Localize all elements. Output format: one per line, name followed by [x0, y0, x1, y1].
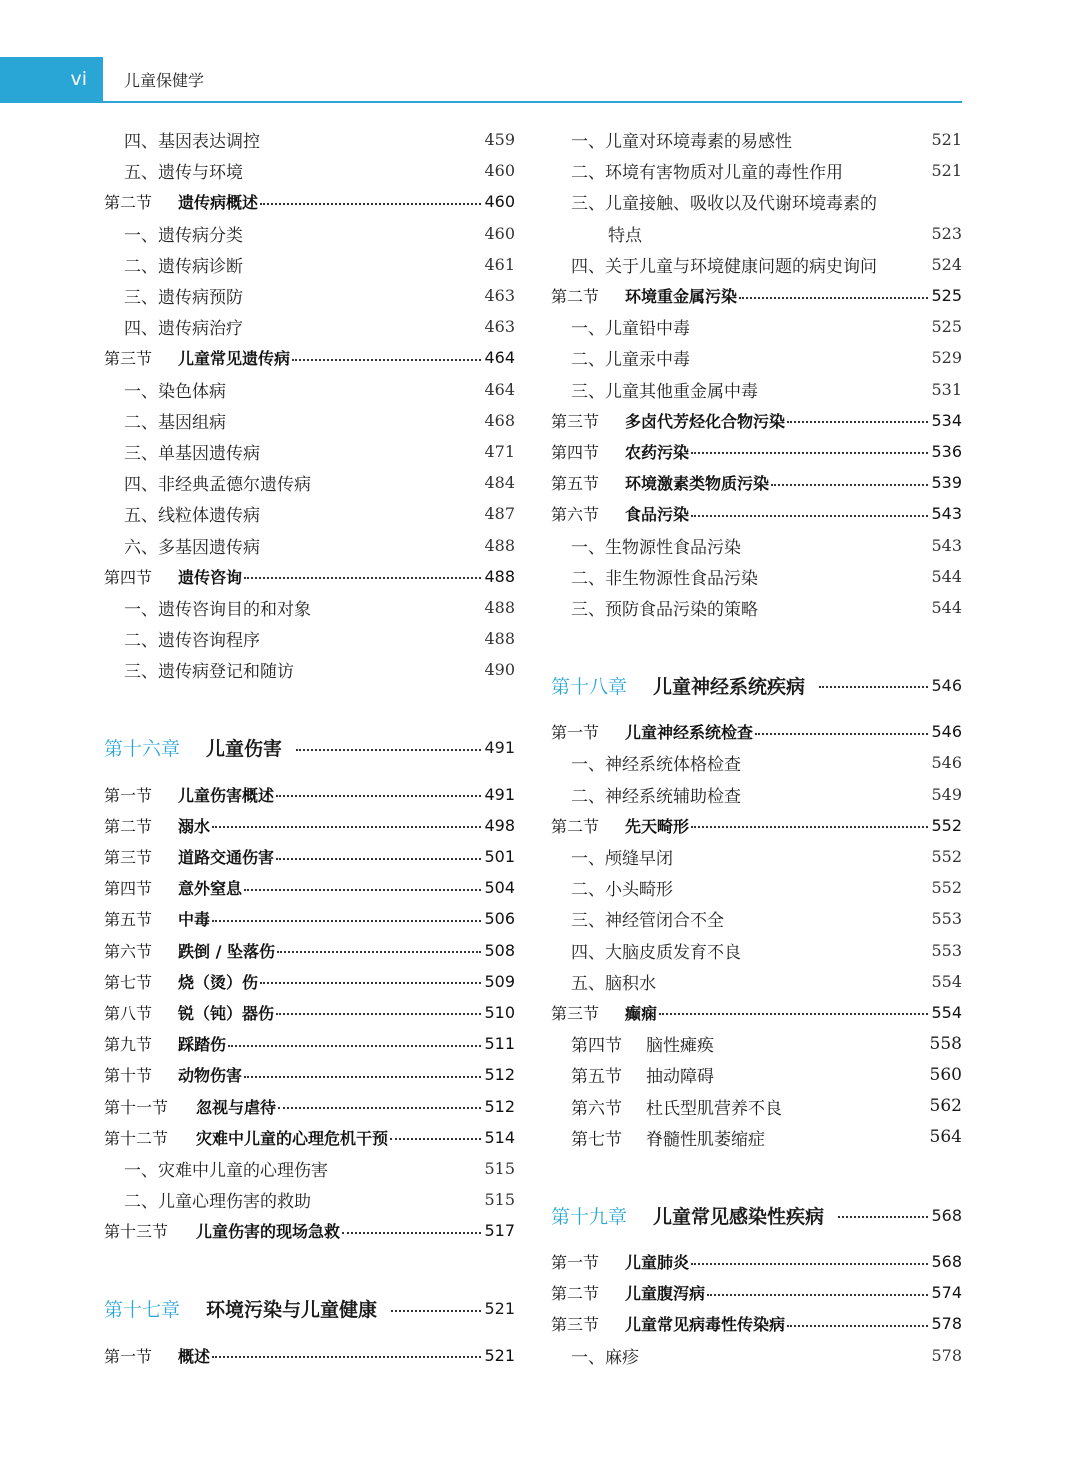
subsection-title: 四、非经典孟德尔遗传病	[124, 475, 311, 496]
page-number: 521	[484, 1345, 515, 1365]
toc-section-entry[interactable]	[104, 872, 515, 903]
page-number: 464	[484, 348, 515, 368]
page-number: 511	[484, 1034, 515, 1054]
chapter-title: 第十八章 儿童神经系统疾病	[551, 672, 805, 699]
section-number: 第五节	[551, 474, 600, 494]
page-number: 553	[931, 909, 962, 929]
chapter-number: 第十七章	[104, 1299, 181, 1322]
subsection-title: 三、单基因遗传病	[124, 443, 260, 464]
toc-section-entry[interactable]	[551, 810, 962, 841]
section-title: 第七节 烧（烫）伤	[104, 970, 258, 993]
section-title: 第三节 多卤代芳烃化合物污染	[551, 409, 785, 432]
page-number: 463	[484, 317, 515, 337]
section-number: 第七节	[104, 972, 153, 992]
toc-section-entry[interactable]	[551, 1277, 962, 1308]
toc-section-entry[interactable]	[104, 779, 515, 810]
toc-section-entry[interactable]	[551, 280, 962, 311]
page-number: 460	[484, 161, 515, 181]
header-rule	[0, 101, 962, 103]
chapter-title: 第十七章 环境污染与儿童健康	[104, 1295, 377, 1322]
section-number: 第十节	[104, 1066, 153, 1086]
subsection-title: 一、生物源性食品污染	[571, 537, 741, 558]
toc-section-entry[interactable]	[551, 1308, 962, 1339]
toc-subsection-entry[interactable]	[104, 1153, 515, 1184]
section-number: 第一节	[104, 1346, 153, 1366]
section-title: 第二节 溺水	[104, 814, 210, 837]
toc-subsection-entry[interactable]	[551, 1340, 962, 1371]
toc-subsection-entry[interactable]	[551, 747, 962, 778]
toc-section-entry[interactable]	[104, 841, 515, 872]
section-title: 第二节 儿童腹泻病	[551, 1281, 705, 1304]
section-number: 第三节	[551, 411, 600, 431]
toc-section-entry[interactable]	[551, 1246, 962, 1277]
subsection-title: 二、儿童心理伤害的救助	[124, 1192, 311, 1213]
toc-chapter-entry[interactable]	[551, 654, 962, 716]
dot-leader	[276, 858, 481, 860]
subsection-title: 四、基因表达调控	[124, 132, 260, 153]
toc-subsection-entry[interactable]	[104, 529, 515, 560]
section-number: 第四节	[551, 442, 600, 462]
page-number: 568	[931, 1252, 962, 1272]
subsection-title: 三、预防食品污染的策略	[571, 599, 758, 620]
section-number: 第五节	[571, 1067, 622, 1088]
subsection-title: 二、神经系统辅助检查	[571, 786, 741, 807]
toc-subsection-entry[interactable]	[104, 467, 515, 498]
page-number: 564	[929, 1127, 962, 1148]
page-number: 524	[931, 254, 962, 274]
dot-leader	[276, 1013, 481, 1015]
page-number: 546	[931, 675, 962, 695]
dot-leader	[292, 359, 481, 361]
toc-section-entry[interactable]	[104, 342, 515, 373]
page-number: 491	[484, 738, 515, 758]
section-title: 第三节 癫痫	[551, 1001, 657, 1024]
section-title: 第五节 抽动障碍	[571, 1062, 714, 1087]
page-number: 488	[484, 535, 515, 555]
section-title: 第三节 儿童常见病毒性传染病	[551, 1312, 785, 1335]
page-number: vi	[70, 68, 87, 90]
toc-section-entry[interactable]	[551, 405, 962, 436]
page-number: 523	[931, 223, 962, 243]
toc-section-entry[interactable]	[104, 966, 515, 997]
section-title: 第一节 儿童伤害概述	[104, 783, 274, 806]
page-number: 525	[931, 286, 962, 306]
dot-leader	[691, 826, 928, 828]
page-number: 554	[931, 1002, 962, 1022]
section-title: 第二节 遗传病概述	[104, 190, 258, 213]
dot-leader	[212, 826, 481, 828]
page-number: 552	[931, 847, 962, 867]
section-number: 第二节	[551, 287, 600, 307]
toc-subsection-entry[interactable]	[551, 529, 962, 560]
toc-chapter-entry[interactable]	[551, 1184, 962, 1246]
section-title: 第四节 遗传咨询	[104, 565, 242, 588]
section-number: 第一节	[551, 723, 600, 743]
toc-section-entry[interactable]	[104, 1028, 515, 1059]
page-number: 521	[931, 130, 962, 150]
page-number: 562	[929, 1096, 962, 1117]
page-number: 504	[484, 878, 515, 898]
page-number: 508	[484, 940, 515, 960]
page-number: 543	[931, 504, 962, 524]
subsection-title: 二、小头畸形	[571, 880, 673, 901]
toc-section-entry[interactable]	[551, 716, 962, 747]
dot-leader	[391, 1310, 481, 1312]
dot-leader	[659, 1013, 928, 1015]
page-number: 560	[929, 1064, 962, 1085]
section-number: 第二节	[551, 1284, 600, 1304]
toc-section-entry[interactable]	[551, 498, 962, 529]
dot-leader	[244, 577, 481, 579]
dot-leader	[212, 920, 481, 922]
toc-section-entry[interactable]	[104, 1122, 515, 1153]
section-title: 第七节 脊髓性肌萎缩症	[571, 1125, 765, 1150]
page-number: 471	[484, 441, 515, 461]
subsection-title: 三、遗传病登记和随访	[124, 662, 294, 683]
toc-section-entry[interactable]	[551, 467, 962, 498]
page-number: 578	[931, 1314, 962, 1334]
subsection-title: 一、颅缝早闭	[571, 849, 673, 870]
page-number: 534	[931, 410, 962, 430]
toc-subsection-entry[interactable]	[551, 872, 962, 903]
section-number: 第三节	[104, 349, 153, 369]
section-number: 第一节	[551, 1253, 600, 1273]
page-number: 525	[931, 317, 962, 337]
toc-subsection-entry[interactable]	[551, 249, 962, 280]
page-number: 517	[484, 1221, 515, 1241]
toc-subsection-entry[interactable]	[551, 124, 962, 155]
section-number: 第十一节	[104, 1097, 169, 1117]
subsection-title: 二、非生物源性食品污染	[571, 568, 758, 589]
section-number: 第五节	[104, 910, 153, 930]
subsection-title: 特点	[608, 225, 642, 246]
page-number: 515	[484, 1158, 515, 1178]
section-number: 第二节	[551, 816, 600, 836]
toc-subsection-entry[interactable]	[551, 841, 962, 872]
page-number: 544	[931, 597, 962, 617]
chapter-title: 第十九章 儿童常见感染性疾病	[551, 1202, 824, 1229]
section-number: 第三节	[551, 1315, 600, 1335]
toc-subsection-entry[interactable]	[551, 1059, 962, 1090]
subsection-title: 四、遗传病治疗	[124, 319, 243, 340]
page-number: 552	[931, 878, 962, 898]
section-title: 第十节 动物伤害	[104, 1063, 242, 1086]
subsection-title: 一、遗传病分类	[124, 225, 243, 246]
section-title: 第五节 环境激素类物质污染	[551, 471, 769, 494]
toc-subsection-entry[interactable]	[551, 1090, 962, 1121]
page-number: 546	[931, 722, 962, 742]
toc-section-entry[interactable]	[104, 935, 515, 966]
section-title: 第六节 食品污染	[551, 502, 689, 525]
dot-leader	[276, 795, 481, 797]
book-title: 儿童保健学	[124, 71, 205, 90]
dot-leader	[260, 203, 481, 205]
page-number: 510	[484, 1002, 515, 1022]
section-number: 第六节	[571, 1098, 622, 1119]
section-number: 第六节	[104, 941, 153, 961]
section-title: 第十三节 儿童伤害的现场急救	[104, 1219, 340, 1242]
toc-subsection-entry[interactable]	[551, 935, 962, 966]
section-title: 第二节 先天畸形	[551, 814, 689, 837]
page-number: 468	[484, 410, 515, 430]
section-title: 第八节 锐（钝）器伤	[104, 1001, 274, 1024]
page-number: 501	[484, 847, 515, 867]
toc-subsection-entry[interactable]	[551, 1028, 962, 1059]
toc-subsection-entry[interactable]	[104, 218, 515, 249]
section-title: 第五节 中毒	[104, 907, 210, 930]
subsection-title: 一、儿童铅中毒	[571, 319, 690, 340]
section-title: 第一节 儿童神经系统检查	[551, 720, 753, 743]
toc-subsection-entry[interactable]	[551, 592, 962, 623]
toc-subsection-entry[interactable]	[551, 186, 962, 217]
page-number: 509	[484, 971, 515, 991]
toc-subsection-entry[interactable]	[104, 436, 515, 467]
chapter-number: 第十九章	[551, 1205, 628, 1228]
toc-subsection-entry[interactable]	[551, 218, 962, 249]
page-number: 464	[484, 379, 515, 399]
section-title: 第四节 农药污染	[551, 440, 689, 463]
page-number: 512	[484, 1096, 515, 1116]
section-title: 第六节 跌倒 / 坠落伤	[104, 939, 275, 962]
toc-subsection-entry[interactable]	[104, 498, 515, 529]
toc-spacer	[551, 1153, 962, 1184]
subsection-title: 三、神经管闭合不全	[571, 911, 724, 932]
toc-section-entry[interactable]	[104, 186, 515, 217]
dot-leader	[212, 1356, 481, 1358]
subsection-title: 一、遗传咨询目的和对象	[124, 599, 311, 620]
dot-leader	[277, 951, 481, 953]
toc-subsection-entry[interactable]	[551, 155, 962, 186]
toc-subsection-entry[interactable]	[104, 311, 515, 342]
subsection-title: 三、儿童其他重金属中毒	[571, 381, 758, 402]
toc-section-entry[interactable]	[104, 1090, 515, 1121]
subsection-title: 一、麻疹	[571, 1347, 639, 1368]
toc-subsection-entry[interactable]	[104, 374, 515, 405]
page-number: 461	[484, 254, 515, 274]
page-number: 549	[931, 784, 962, 804]
toc-subsection-entry[interactable]	[551, 966, 962, 997]
page-number: 491	[484, 784, 515, 804]
subsection-title: 四、大脑皮质发育不良	[571, 942, 741, 963]
subsection-title: 二、遗传病诊断	[124, 256, 243, 277]
section-title: 第四节 脑性瘫痪	[571, 1031, 714, 1056]
section-title: 第六节 杜氏型肌营养不良	[571, 1094, 782, 1119]
toc-subsection-entry[interactable]	[551, 1122, 962, 1153]
toc-subsection-entry[interactable]	[551, 779, 962, 810]
toc-subsection-entry[interactable]	[551, 903, 962, 934]
subsection-title: 五、脑积水	[571, 973, 656, 994]
subsection-title: 一、灾难中儿童的心理伤害	[124, 1160, 328, 1181]
toc-section-entry[interactable]	[104, 997, 515, 1028]
page-number: 531	[931, 379, 962, 399]
page-number: 544	[931, 566, 962, 586]
dot-leader	[244, 1076, 481, 1078]
dot-leader	[771, 484, 928, 486]
dot-leader	[819, 686, 928, 688]
page-number: 506	[484, 909, 515, 929]
dot-leader	[691, 1263, 928, 1265]
section-title: 第九节 踩踏伤	[104, 1032, 226, 1055]
dot-leader	[707, 1294, 928, 1296]
section-title: 第十一节 忽视与虐待	[104, 1095, 276, 1118]
section-number: 第三节	[104, 848, 153, 868]
toc-subsection-entry[interactable]	[104, 124, 515, 155]
chapter-number: 第十六章	[104, 738, 181, 761]
page-number: 498	[484, 815, 515, 835]
section-title: 第三节 道路交通伤害	[104, 845, 274, 868]
toc-section-entry[interactable]	[104, 1215, 515, 1246]
page-number-tab	[0, 57, 103, 101]
subsection-title: 二、儿童汞中毒	[571, 350, 690, 371]
page-number: 521	[931, 161, 962, 181]
dot-leader	[228, 1045, 481, 1047]
subsection-title: 一、儿童对环境毒素的易感性	[571, 132, 792, 153]
chapter-title: 第十六章 儿童伤害	[104, 734, 282, 761]
page-number: 554	[931, 971, 962, 991]
page-number: 539	[931, 473, 962, 493]
page-number: 515	[484, 1190, 515, 1210]
page-number: 514	[484, 1127, 515, 1147]
toc-left-column	[104, 124, 515, 1371]
toc-spacer	[104, 1246, 515, 1277]
section-number: 第二节	[104, 816, 153, 836]
toc-section-entry[interactable]	[104, 561, 515, 592]
section-number: 第四节	[104, 567, 153, 587]
section-title: 第三节 儿童常见遗传病	[104, 346, 290, 369]
page-number: 487	[484, 504, 515, 524]
toc-section-entry[interactable]	[551, 436, 962, 467]
dot-leader	[278, 1107, 481, 1109]
subsection-title: 二、遗传咨询程序	[124, 631, 260, 652]
dot-leader	[260, 982, 481, 984]
page-number: 558	[929, 1033, 962, 1054]
dot-leader	[739, 297, 928, 299]
page-number: 553	[931, 940, 962, 960]
page-number: 546	[931, 753, 962, 773]
subsection-title: 四、关于儿童与环境健康问题的病史询问	[571, 256, 877, 277]
page-number: 459	[484, 130, 515, 150]
dot-leader	[691, 452, 928, 454]
toc-section-entry[interactable]	[104, 1059, 515, 1090]
toc-subsection-entry[interactable]	[104, 280, 515, 311]
toc-subsection-entry[interactable]	[551, 561, 962, 592]
page-number: 568	[931, 1205, 962, 1225]
page-number: 574	[931, 1283, 962, 1303]
section-number: 第一节	[104, 785, 153, 805]
toc-subsection-entry[interactable]	[104, 155, 515, 186]
section-number: 第六节	[551, 505, 600, 525]
section-number: 第十三节	[104, 1222, 169, 1242]
toc-section-entry[interactable]	[104, 903, 515, 934]
toc-section-entry[interactable]	[551, 997, 962, 1028]
section-title: 第一节 概述	[104, 1344, 210, 1367]
subsection-title: 一、染色体病	[124, 381, 226, 402]
toc-subsection-entry[interactable]	[551, 374, 962, 405]
page-number: 490	[484, 660, 515, 680]
section-number: 第四节	[104, 879, 153, 899]
section-number: 第七节	[571, 1129, 622, 1150]
subsection-title: 三、儿童接触、吸收以及代谢环境毒素的	[571, 194, 877, 215]
page-number: 484	[484, 473, 515, 493]
page-number: 543	[931, 535, 962, 555]
section-number: 第三节	[551, 1003, 600, 1023]
toc-spacer	[104, 685, 515, 716]
dot-leader	[838, 1216, 928, 1218]
toc-subsection-entry[interactable]	[104, 405, 515, 436]
dot-leader	[342, 1232, 481, 1234]
dot-leader	[787, 421, 928, 423]
page-number: 552	[931, 815, 962, 835]
toc-section-entry[interactable]	[104, 1340, 515, 1371]
section-number: 第二节	[104, 193, 153, 213]
section-number: 第八节	[104, 1003, 153, 1023]
section-title: 第二节 环境重金属污染	[551, 284, 737, 307]
dot-leader	[390, 1138, 481, 1140]
subsection-title: 三、遗传病预防	[124, 288, 243, 309]
dot-leader	[296, 749, 481, 751]
page-number: 536	[931, 441, 962, 461]
toc-subsection-entry[interactable]	[104, 249, 515, 280]
section-number: 第九节	[104, 1035, 153, 1055]
dot-leader	[755, 733, 928, 735]
page-number: 488	[484, 597, 515, 617]
section-number: 第十二节	[104, 1128, 169, 1148]
page-number: 463	[484, 286, 515, 306]
subsection-title: 六、多基因遗传病	[124, 537, 260, 558]
page-number: 488	[484, 566, 515, 586]
toc-spacer	[551, 623, 962, 654]
toc-subsection-entry[interactable]	[551, 342, 962, 373]
page-number: 529	[931, 348, 962, 368]
section-title: 第十二节 灾难中儿童的心理危机干预	[104, 1126, 388, 1149]
toc-right-column	[551, 124, 962, 1371]
chapter-number: 第十八章	[551, 675, 628, 698]
dot-leader	[787, 1325, 928, 1327]
dot-leader	[691, 515, 928, 517]
page-number: 578	[931, 1345, 962, 1365]
page-number: 488	[484, 629, 515, 649]
subsection-title: 二、基因组病	[124, 412, 226, 433]
toc-subsection-entry[interactable]	[104, 592, 515, 623]
section-title: 第四节 意外窒息	[104, 876, 242, 899]
subsection-title: 五、遗传与环境	[124, 163, 243, 184]
page-number: 521	[484, 1299, 515, 1319]
subsection-title: 五、线粒体遗传病	[124, 506, 260, 527]
subsection-title: 二、环境有害物质对儿童的毒性作用	[571, 163, 843, 184]
toc-subsection-entry[interactable]	[104, 623, 515, 654]
toc-chapter-entry[interactable]	[104, 1278, 515, 1340]
page-number: 512	[484, 1065, 515, 1085]
subsection-title: 一、神经系统体格检查	[571, 755, 741, 776]
toc-section-entry[interactable]	[104, 810, 515, 841]
toc-chapter-entry[interactable]	[104, 717, 515, 779]
toc-subsection-entry[interactable]	[104, 654, 515, 685]
page-number: 460	[484, 192, 515, 212]
page-number: 460	[484, 223, 515, 243]
section-title: 第一节 儿童肺炎	[551, 1250, 689, 1273]
toc-subsection-entry[interactable]	[551, 311, 962, 342]
dot-leader	[244, 889, 481, 891]
toc-subsection-entry[interactable]	[104, 1184, 515, 1215]
section-number: 第四节	[571, 1036, 622, 1057]
